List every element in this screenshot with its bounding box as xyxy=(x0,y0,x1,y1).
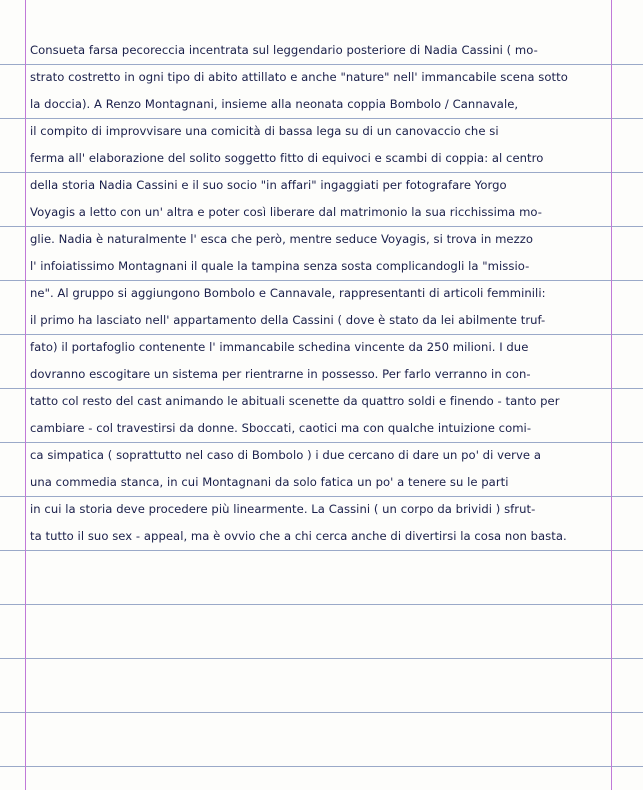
text-line: tatto col resto del cast animando le abituali scenette da quattro soldi e finendo - tanto per xyxy=(30,394,560,408)
text-line: Consueta farsa pecoreccia incentrata sul leggendario posteriore di Nadia Cassini ( mo- xyxy=(30,43,538,57)
text-line: una commedia stanca, in cui Montagnani da solo fatica un po' a tenere su le parti xyxy=(30,475,509,489)
text-line: l' infoiatissimo Montagnani il quale la tampina senza sosta complicandogli la "missio- xyxy=(30,259,530,273)
text-line: cambiare - col travestirsi da donne. Sboccati, caotici ma con qualche intuizione comi- xyxy=(30,421,532,435)
right-margin-rule xyxy=(611,0,612,790)
text-line: glie. Nadia è naturalmente l' esca che però, mentre seduce Voyagis, si trova in mezzo xyxy=(30,232,534,246)
text-line: dovranno escogitare un sistema per rientrarne in possesso. Per farlo verranno in con- xyxy=(30,367,531,381)
text-line: ferma all' elaborazione del solito soggetto fitto di equivoci e scambi di coppia: al centro xyxy=(30,151,544,165)
text-line: la doccia). A Renzo Montagnani, insieme alla neonata coppia Bombolo / Cannavale, xyxy=(30,97,519,111)
text-line: ca simpatica ( soprattutto nel caso di Bombolo ) i due cercano di dare un po' di verve a xyxy=(30,448,541,462)
text-line: il primo ha lasciato nell' appartamento della Cassini ( dove è stato da lei abilmente truf- xyxy=(30,313,546,327)
left-margin-rule xyxy=(25,0,26,790)
text-line: ta tutto il suo sex - appeal, ma è ovvio che a chi cerca anche di divertirsi la cosa non basta. xyxy=(30,529,567,543)
text-line: ne". Al gruppo si aggiungono Bombolo e Cannavale, rappresentanti di articoli femminili: xyxy=(30,286,546,300)
text-line: della storia Nadia Cassini e il suo socio "in affari" ingaggiati per fotografare Yorgo xyxy=(30,178,507,192)
text-line: strato costretto in ogni tipo di abito attillato e anche "nature" nell' immancabile scena sotto xyxy=(30,70,568,84)
text-line: fato) il portafoglio contenente l' immancabile schedina vincente da 250 milioni. I due xyxy=(30,340,529,354)
text-line: il compito di improvvisare una comicità di bassa lega su di un canovaccio che si xyxy=(30,124,499,138)
text-line: in cui la storia deve procedere più linearmente. La Cassini ( un corpo da brividi ) sfrut- xyxy=(30,502,536,516)
text-line: Voyagis a letto con un' altra e poter così liberare dal matrimonio la sua ricchissima mo- xyxy=(30,205,543,219)
handwritten-text xyxy=(30,37,610,550)
